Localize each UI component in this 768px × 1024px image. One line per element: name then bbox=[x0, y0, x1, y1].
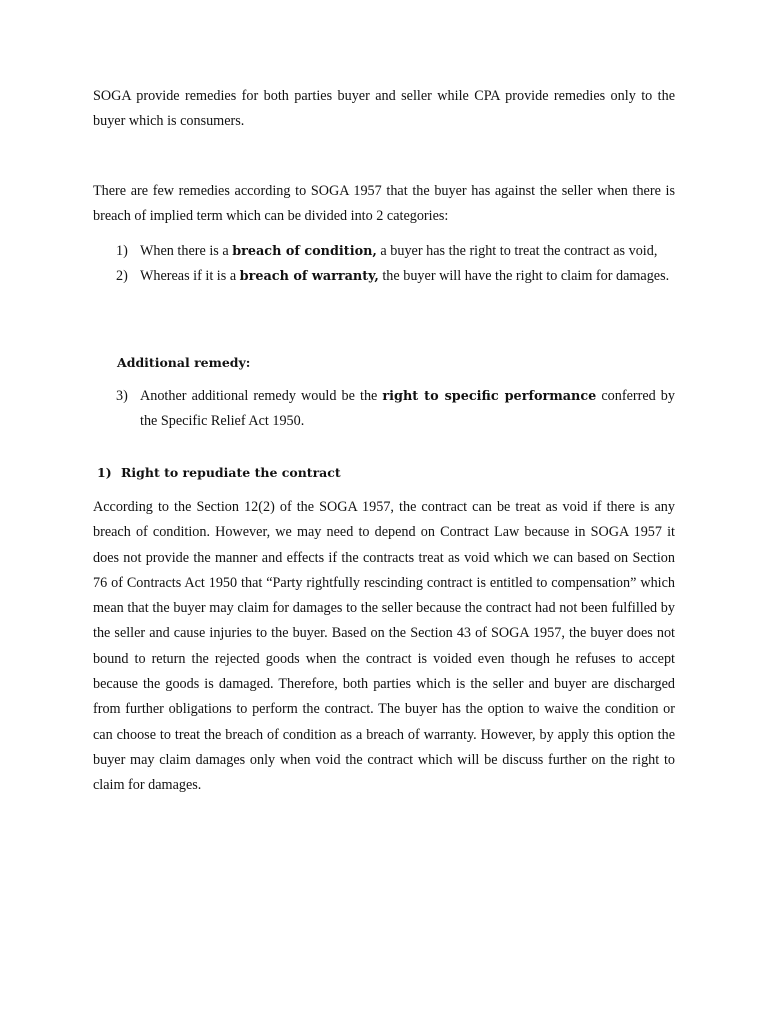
list-item-number: 2) bbox=[116, 268, 128, 284]
intro-paragraph: SOGA provide remedies for both parties buyer and seller while CPA provide remedies only to the buyer which is consumers. bbox=[93, 88, 675, 129]
additional-remedy-heading: Additional remedy: bbox=[117, 355, 251, 370]
list-item-bold-term: breach of warranty, bbox=[239, 269, 379, 284]
list-item-text: Whereas if it is a bbox=[140, 268, 240, 284]
section-title: Right to repudiate the contract bbox=[121, 465, 341, 480]
list-item-text: the buyer will have the right to claim for damages. bbox=[378, 268, 670, 284]
list-item-number: 1) bbox=[116, 243, 128, 259]
list-item-text: Another additional remedy would be the bbox=[140, 388, 383, 404]
section-heading bbox=[97, 460, 341, 485]
remedies-intro-paragraph: There are few remedies according to SOGA 1957 that the buyer has against the seller when there is breach of implied term which can be divided into 2 categories: bbox=[93, 183, 675, 224]
list-item-number: 3) bbox=[116, 388, 128, 404]
list-item-bold-term: breach of condition, bbox=[232, 244, 377, 259]
remedies-list bbox=[93, 239, 675, 289]
list-item-text: When there is a bbox=[140, 243, 233, 259]
list-item-text: conferred by the Specific Relief Act 1950. bbox=[140, 388, 675, 429]
list-item-bold-term: right to specific performance bbox=[382, 389, 597, 404]
list-item bbox=[93, 384, 675, 434]
section-body-paragraph: According to the Section 12(2) of the SOGA 1957, the contract can be treat as void if there is any breach of condition. However, we may need to depend on Contract Law because in SOGA 1957 it does not provide the manner and effects if the contracts treat as void which we can based on Section 76 of Contracts Act 1950 that “Party rightfully rescinding contract is entitled to compensation” which mean that the buyer may claim for damages to the seller because the contract had not been fulfilled by the seller and cause injuries to the buyer. Based on the Section 43 of SOGA 1957, the buyer does not bound to return the rejected goods when the contract is voided even though he refuses to accept because the goods is damaged. Therefore, both parties which is the seller and buyer are discharged from further obligations to perform the contract. The buyer has the option to waive the condition or can choose to treat the breach of condition as a breach of warranty. However, by apply this option the buyer may claim damages only when void the contract which will be discuss further on the right to claim for damages. bbox=[93, 499, 675, 794]
list-item bbox=[93, 239, 675, 264]
list-item-text: a buyer has the right to treat the contract as void, bbox=[376, 243, 658, 259]
list-item bbox=[93, 264, 675, 289]
additional-remedy-list bbox=[93, 384, 675, 434]
section-number: 1) bbox=[97, 465, 112, 480]
